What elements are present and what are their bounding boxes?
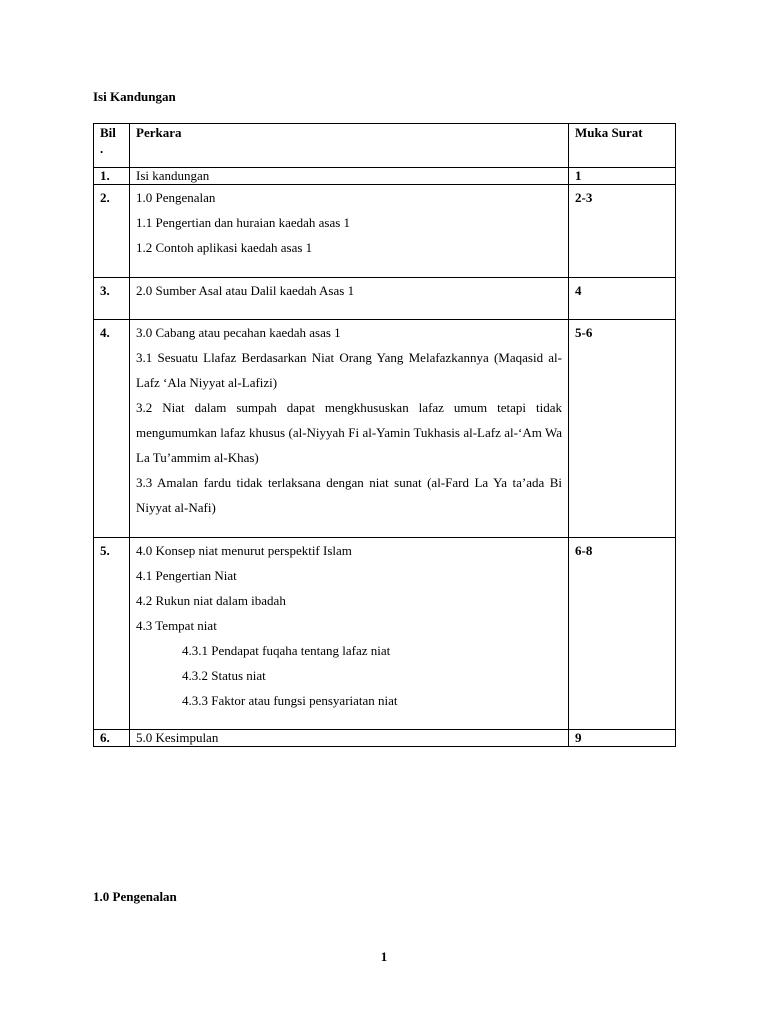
section-heading: 1.0 Pengenalan [93, 889, 177, 904]
row-items [130, 538, 569, 730]
row-item: 3.3 Amalan fardu tidak terlaksana dengan niat sunat (al-Fard La Ya ta’ada Bi Niyyat al-Nafi) [136, 475, 562, 515]
row-page: 4 [569, 278, 676, 320]
table-row [94, 538, 676, 730]
table-row [94, 185, 676, 278]
table-row [94, 168, 676, 185]
row-page: 6-8 [569, 538, 676, 730]
row-subitem: 4.3.1 Pendapat fuqaha tentang lafaz niat [182, 643, 391, 658]
row-item: 2.0 Sumber Asal atau Dalil kaedah Asas 1 [130, 278, 569, 320]
toc-title: Isi Kandungan [93, 89, 176, 104]
row-item: 4.3 Tempat niat [136, 618, 217, 633]
row-items [130, 185, 569, 278]
table-row [94, 730, 676, 747]
page-number: 1 [380, 949, 388, 964]
row-item: Isi kandungan [130, 168, 569, 185]
row-number: 4. [94, 320, 130, 538]
row-page: 5-6 [569, 320, 676, 538]
row-item: 4.0 Konsep niat menurut perspektif Islam [136, 543, 352, 558]
table-row [94, 278, 676, 320]
row-number: 3. [94, 278, 130, 320]
row-item: 3.0 Cabang atau pecahan kaedah asas 1 [136, 325, 341, 340]
row-page: 1 [569, 168, 676, 185]
table-row [94, 320, 676, 538]
row-item: 1.2 Contoh aplikasi kaedah asas 1 [136, 240, 313, 255]
table-of-contents [93, 123, 676, 747]
row-item: 1.0 Pengenalan [136, 190, 216, 205]
row-number: 2. [94, 185, 130, 278]
row-item: 3.1 Sesuatu Llafaz Berdasarkan Niat Orang Yang Melafazkannya (Maqasid al-Lafz ‘Ala Niyyat al-Lafizi) [136, 350, 562, 390]
row-page: 2-3 [569, 185, 676, 278]
row-page: 9 [569, 730, 676, 747]
row-item: 4.2 Rukun niat dalam ibadah [136, 593, 286, 608]
row-item: 5.0 Kesimpulan [130, 730, 569, 747]
row-number: 1. [94, 168, 130, 185]
header-bil: Bil . [94, 124, 130, 168]
row-item: 1.1 Pengertian dan huraian kaedah asas 1 [136, 215, 351, 230]
header-muka-surat: Muka Surat [569, 124, 676, 168]
row-number: 5. [94, 538, 130, 730]
row-item: 4.1 Pengertian Niat [136, 568, 237, 583]
row-items [130, 320, 569, 538]
table-header-row [94, 124, 676, 168]
row-number: 6. [94, 730, 130, 747]
row-subitem: 4.3.2 Status niat [182, 668, 266, 683]
row-item: 3.2 Niat dalam sumpah dapat mengkhususkan lafaz umum tetapi tidak mengumumkan lafaz khusus (al-Niyyah Fi al-Yamin Tukhasis al-Lafz al-‘Am Wa La Tu’ammim al-Khas) [136, 400, 562, 465]
row-subitem: 4.3.3 Faktor atau fungsi pensyariatan niat [182, 693, 398, 708]
header-perkara: Perkara [130, 124, 569, 168]
